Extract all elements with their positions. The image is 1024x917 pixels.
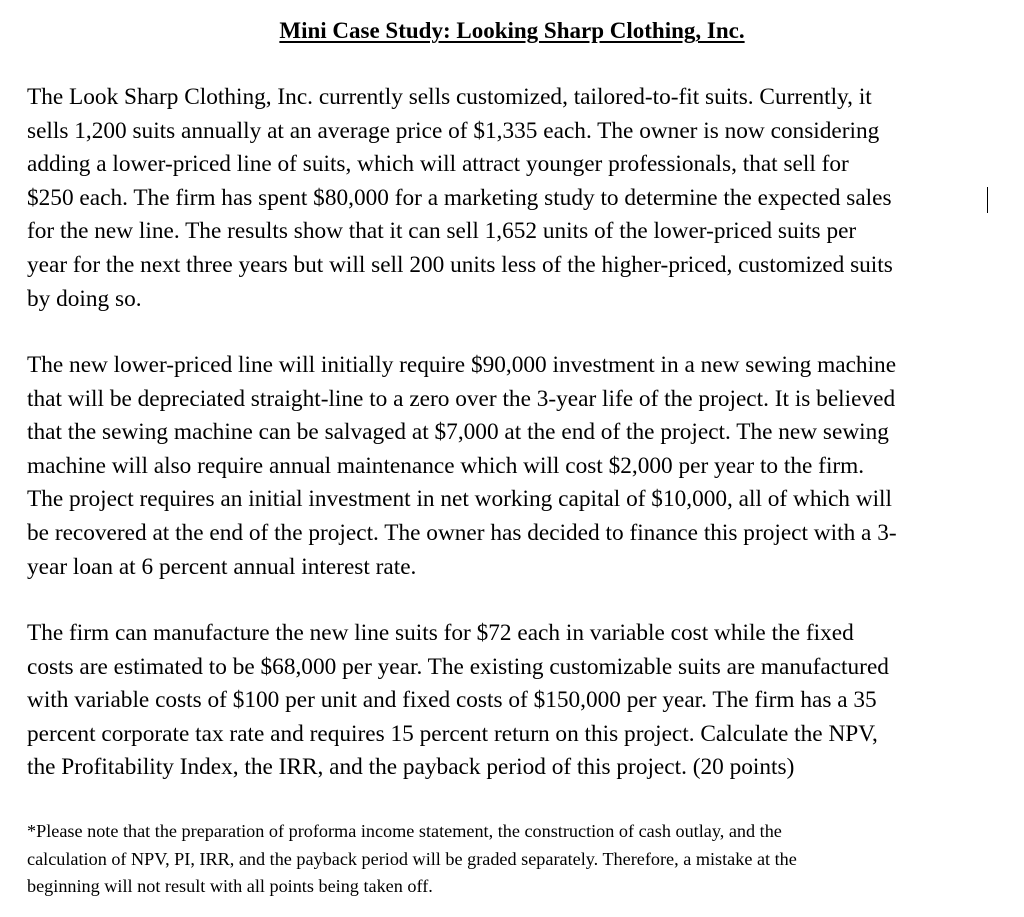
text-line: percent corporate tax rate and requires 15 percent return on this project. Calculate the NPV, <box>27 720 878 747</box>
text-line: for the new line. The results show that it can sell 1,652 units of the lower-priced suits per <box>27 218 857 245</box>
text-line: the Profitability Index, the IRR, and the payback period of this project. (20 points) <box>27 754 795 781</box>
paragraph-costs <box>27 617 1017 785</box>
page-title: Mini Case Study: Looking Sharp Clothing, Inc. <box>279 18 745 43</box>
grading-note <box>27 818 1007 901</box>
text-line: machine will also require annual maintenance which will cost $2,000 per year to the firm. <box>27 452 865 479</box>
note-line: *Please note that the preparation of proforma income statement, the construction of cash outlay, and the <box>27 821 782 841</box>
text-line: $250 each. The firm has spent $80,000 for a marketing study to determine the expected sales <box>27 184 892 211</box>
paragraph-investment <box>27 349 1017 584</box>
text-line: The Look Sharp Clothing, Inc. currently sells customized, tailored-to-fit suits. Currently, it <box>27 84 872 110</box>
text-line: with variable costs of $100 per unit and fixed costs of $150,000 per year. The firm has a 35 <box>27 687 877 714</box>
text-line: that will be depreciated straight-line to a zero over the 3-year life of the project. It is believed <box>27 385 896 412</box>
text-cursor <box>987 187 988 213</box>
note-line: calculation of NPV, PI, IRR, and the payback period will be graded separately. Therefore, a mistake at the <box>27 848 797 869</box>
paragraph-intro <box>27 81 1017 316</box>
note-line: beginning will not result with all points being taken off. <box>27 876 433 896</box>
text-line: by doing so. <box>27 285 142 312</box>
text-line: that the sewing machine can be salvaged at $7,000 at the end of the project. The new sewing <box>27 419 889 446</box>
text-line: adding a lower-priced line of suits, which will attract younger professionals, that sell for <box>27 151 849 178</box>
text-line: year loan at 6 percent annual interest rate. <box>27 553 417 580</box>
text-line: sells 1,200 suits annually at an average price of $1,335 each. The owner is now considering <box>27 117 880 144</box>
text-line: The new lower-priced line will initially require $90,000 investment in a new sewing machine <box>27 352 897 378</box>
text-line: The firm can manufacture the new line suits for $72 each in variable cost while the fixed <box>27 620 854 646</box>
text-line: costs are estimated to be $68,000 per year. The existing customizable suits are manufactured <box>27 653 889 680</box>
text-line: year for the next three years but will sell 200 units less of the higher-priced, customized suits <box>27 251 893 278</box>
text-line: be recovered at the end of the project. The owner has decided to finance this project with a 3- <box>27 519 897 546</box>
text-line: The project requires an initial investment in net working capital of $10,000, all of which will <box>27 486 892 513</box>
